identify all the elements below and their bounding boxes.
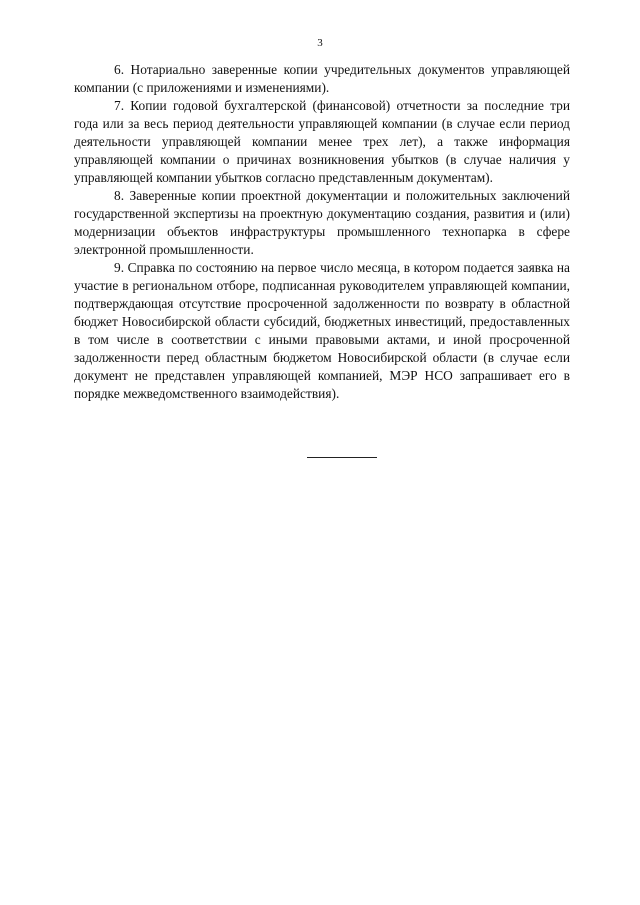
paragraph-item-9: 9. Справка по состоянию на первое число месяца, в котором подается заявка на участие в региональном отборе, подписанная руководителем управляющей компании, подтверждающая отсутствие просроченной задолженности по возврату в областной бюджет Новосибирской области субсидий, бюджетных инвестиций, предоставленных в том числе в соответствии с иными правовыми актами, и иной просроченной задолженности перед областным бюджетом Новосибирской области (в случае если документ не представлен управляющей компанией, МЭР НСО запрашивает его в порядке межведомственного взаимодействия). — [74, 260, 570, 401]
page-number: 3 — [317, 37, 323, 49]
end-of-document-rule — [307, 457, 377, 458]
document-body — [74, 61, 570, 403]
paragraph-item-6: 6. Нотариально заверенные копии учредительных документов управляющей компании (с приложениями и изменениями). — [74, 62, 570, 95]
paragraph-item-8: 8. Заверенные копии проектной документации и положительных заключений государственной экспертизы на проектную документацию создания, развития и (или) модернизации объектов инфраструктуры промышленного технопарка в сфере электронной промышленности. — [74, 188, 570, 257]
paragraph-item-7: 7. Копии годовой бухгалтерской (финансовой) отчетности за последние три года или за весь период деятельности управляющей компании (в случае если период деятельности управляющей компании менее трех лет), а также информация управляющей компании о причинах возникновения убытков (в случае наличия у управляющей компании убытков согласно представленным документам). — [74, 98, 570, 185]
